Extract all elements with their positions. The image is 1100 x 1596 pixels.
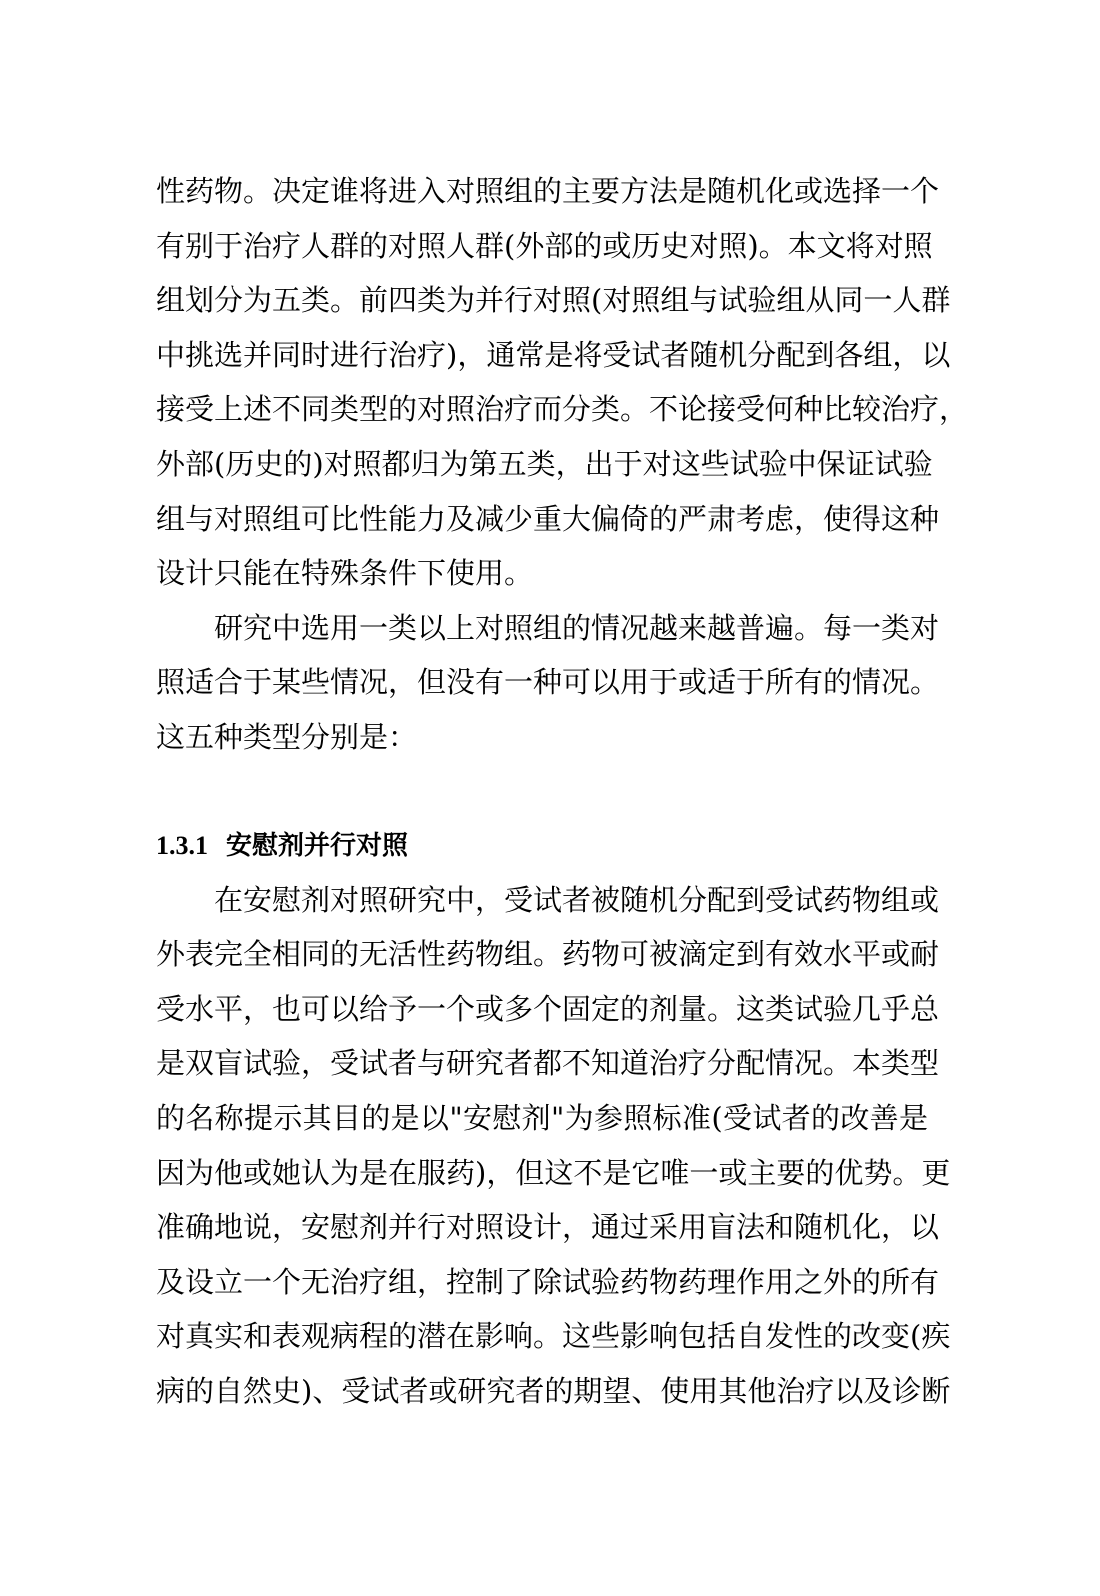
section-title: 安慰剂并行对照	[226, 830, 409, 860]
paragraph-multiple-control-groups	[156, 601, 940, 765]
section-number: 1.3.1	[156, 830, 208, 860]
text-line: 接受上述不同类型的对照治疗而分类。不论接受何种比较治疗，	[156, 392, 969, 427]
text-line: 这五种类型分别是：	[156, 719, 418, 754]
text-line: 受水平，也可以给予一个或多个固定的剂量。这类试验几乎总	[156, 991, 940, 1026]
text-line: 设计只能在特殊条件下使用。	[156, 556, 534, 591]
text-line: 及设立一个无治疗组，控制了除试验药物药理作用之外的所有	[156, 1264, 940, 1299]
text-line: 外表完全相同的无活性药物组。药物可被滴定到有效水平或耐	[156, 937, 940, 972]
text-line: 的名称提示其目的是以"安慰剂"为参照标准(受试者的改善是	[156, 1100, 928, 1135]
text-line: 病的自然史)、受试者或研究者的期望、使用其他治疗以及诊断	[156, 1373, 951, 1408]
document-page	[156, 164, 969, 1418]
text-line: 组划分为五类。前四类为并行对照(对照组与试验组从同一人群	[156, 283, 951, 318]
text-line: 在安慰剂对照研究中，受试者被随机分配到受试药物组或	[214, 882, 940, 917]
text-line: 因为他或她认为是在服药)，但这不是它唯一或主要的优势。更	[156, 1155, 951, 1190]
text-line: 外部(历史的)对照都归为第五类，出于对这些试验中保证试验	[156, 446, 933, 481]
text-line: 研究中选用一类以上对照组的情况越来越普遍。每一类对	[214, 610, 940, 645]
section-heading	[156, 819, 928, 873]
text-line: 对真实和表观病程的潜在影响。这些影响包括自发性的改变(疾	[156, 1319, 951, 1354]
text-line: 组与对照组可比性能力及减少重大偏倚的严肃考虑，使得这种	[156, 501, 940, 536]
text-line: 准确地说，安慰剂并行对照设计，通过采用盲法和随机化，以	[156, 1210, 940, 1245]
text-line: 是双盲试验，受试者与研究者都不知道治疗分配情况。本类型	[156, 1046, 940, 1081]
text-line: 照适合于某些情况，但没有一种可以用于或适于所有的情况。	[156, 665, 940, 700]
paragraph-control-group-types	[156, 164, 969, 601]
text-line: 中挑选并同时进行治疗)，通常是将受试者随机分配到各组，以	[156, 337, 951, 372]
paragraph-placebo-control	[156, 873, 951, 1419]
text-line: 有别于治疗人群的对照人群(外部的或历史对照)。本文将对照	[156, 228, 933, 263]
text-line: 性药物。决定谁将进入对照组的主要方法是随机化或选择一个	[156, 174, 940, 208]
